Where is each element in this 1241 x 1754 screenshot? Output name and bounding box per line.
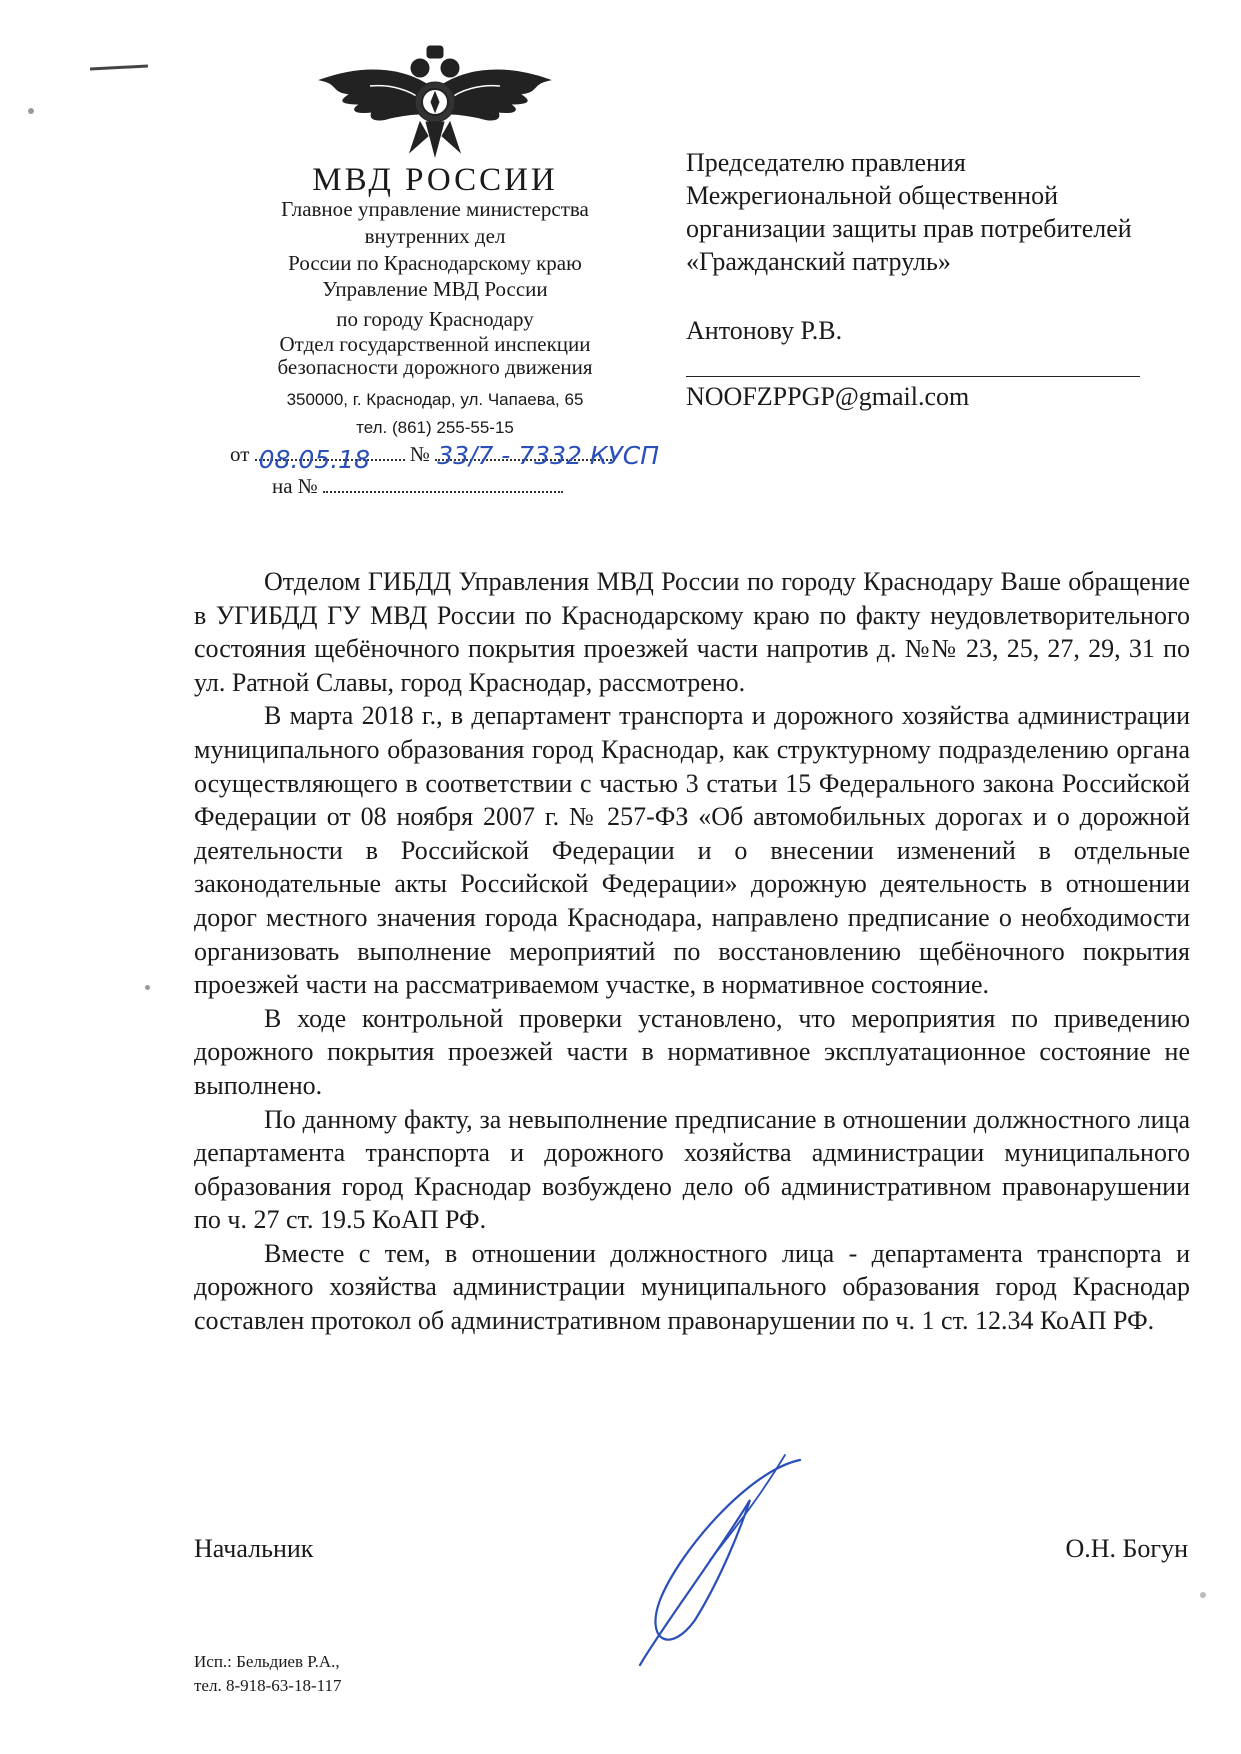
date-handwritten: 08.05.18 bbox=[258, 445, 370, 474]
body-paragraph: В ходе контрольной проверки установлено, что мероприятия по приведению дорожного покрытия проезжей части в нормативное эксплуатационное состояние не выполнено. bbox=[194, 1003, 1190, 1100]
scan-mark bbox=[145, 985, 150, 990]
recipient-block bbox=[686, 146, 1206, 278]
reply-prefix: на № bbox=[272, 474, 318, 498]
number-handwritten: 33/7 - 7332 КУСП bbox=[437, 441, 660, 470]
executor-phone: тел. 8-918-63-18-117 bbox=[194, 1676, 342, 1695]
date-prefix: от bbox=[230, 442, 250, 466]
number-field bbox=[435, 441, 660, 470]
scan-mark bbox=[28, 108, 34, 114]
letterhead-phone: тел. (861) 255-55-15 bbox=[356, 418, 514, 437]
letterhead-line: по городу Краснодару bbox=[336, 307, 534, 331]
recipient-name: Антонову Р.В. bbox=[686, 316, 843, 345]
reply-row bbox=[272, 474, 563, 499]
letter-body bbox=[194, 565, 1190, 1338]
letterhead-line: безопасности дорожного движения bbox=[277, 355, 593, 379]
registration-row bbox=[230, 441, 660, 474]
date-field bbox=[255, 445, 405, 474]
body-paragraph: Отделом ГИБДД Управления МВД России по городу Краснодару Ваше обращение в УГИБДД ГУ МВД России по Краснодарскому краю по факту неудовлетворительного состояния щебёночного покрытия проезжей части напротив д. №№ 23, 25, 27, 29, 31 по ул. Ратной Славы, город Краснодар, рассмотрено. bbox=[194, 567, 1190, 697]
reply-field bbox=[323, 491, 563, 493]
executor-name: Исп.: Бельдиев Р.А., bbox=[194, 1652, 340, 1671]
recipient-email: NOOFZPPGP@gmail.com bbox=[686, 382, 970, 411]
letterhead-line: внутренних дел bbox=[364, 224, 506, 248]
recipient-line: «Гражданский патруль» bbox=[686, 247, 951, 276]
letterhead-line: Управление МВД России bbox=[322, 277, 548, 301]
mvd-emblem-icon bbox=[310, 40, 560, 158]
signatory-position: Начальник bbox=[194, 1534, 314, 1563]
letterhead-address: 350000, г. Краснодар, ул. Чапаева, 65 bbox=[286, 390, 584, 409]
number-prefix: № bbox=[409, 442, 430, 466]
signatory-name: О.Н. Богун bbox=[1065, 1534, 1188, 1563]
recipient-underline bbox=[686, 376, 1140, 377]
scan-mark bbox=[1200, 1592, 1206, 1598]
body-paragraph: В марта 2018 г., в департамент транспорта и дорожного хозяйства администрации муниципального образования город Краснодар, как структурному подразделению органа осуществляющего в соответствии с частью 3 статьи 15 Федерального закона Российской Федерации от 08 ноября 2007 г. № 257-ФЗ «Об автомобильных дорогах и о дорожной деятельности в Российской Федерации и о внесении изменений в отдельные законодательные акты Российской Федерации» дорожную деятельность в отношении дорог местного значения города Краснодара, направлено предписание о необходимости организовать выполнение мероприятий по восстановлению щебёночного покрытия проезжей части на рассматриваемом участке, в нормативное состояние. bbox=[194, 701, 1190, 1000]
scan-mark bbox=[90, 64, 148, 70]
letterhead-line: России по Краснодарскому краю bbox=[288, 251, 582, 275]
recipient-line: Председателю правления bbox=[686, 148, 966, 177]
handwritten-signature-icon bbox=[600, 1440, 820, 1670]
letterhead-line: Отдел государственной инспекции bbox=[279, 332, 591, 356]
body-paragraph: По данному факту, за невыполнение предписание в отношении должностного лица департамента транспорта и дорожного хозяйства администрации муниципального образования город Краснодар возбуждено дело об административном правонарушении по ч. 27 ст. 19.5 КоАП РФ. bbox=[194, 1104, 1190, 1235]
recipient-line: организации защиты прав потребителей bbox=[686, 214, 1132, 243]
ministry-name: МВД РОССИИ bbox=[312, 162, 558, 198]
body-paragraph: Вместе с тем, в отношении должностного лица - департамента транспорта и дорожного хозяйства администрации муниципального образования город Краснодар составлен протокол об административном правонарушении по ч. 1 ст. 12.34 КоАП РФ. bbox=[194, 1238, 1190, 1336]
letterhead-line: Главное управление министерства bbox=[281, 197, 589, 221]
recipient-line: Межрегиональной общественной bbox=[686, 181, 1058, 210]
